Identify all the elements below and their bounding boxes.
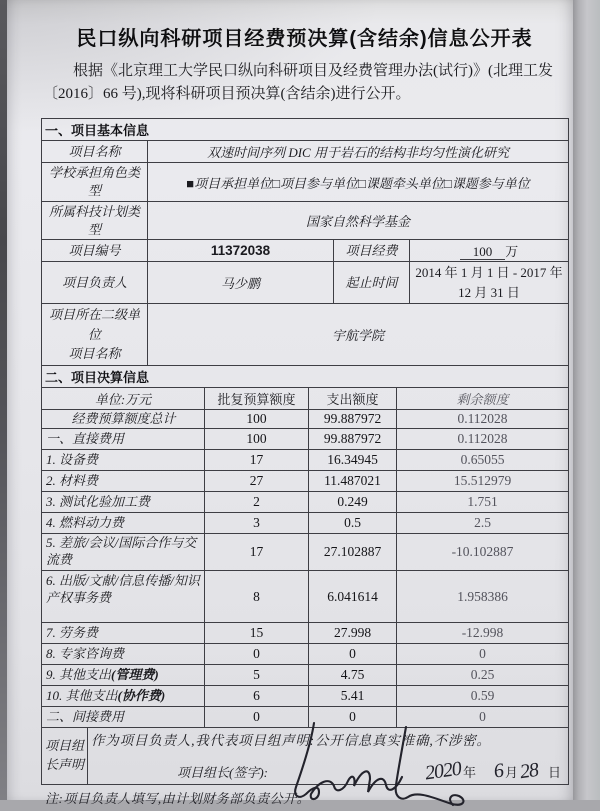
row-spent: 0 bbox=[309, 707, 397, 728]
row-remaining: 1.958386 bbox=[397, 571, 569, 623]
budget-row-publication bbox=[42, 571, 569, 623]
unit-label-line1: 项目所在二级单位 bbox=[48, 307, 140, 342]
budget-row-fuel bbox=[42, 513, 569, 534]
declaration-table bbox=[41, 727, 569, 785]
declaration-statement: 作为项目负责人,我代表项目组声明:公开信息真实准确,不涉密。 bbox=[91, 733, 491, 749]
project-number-text: 11372038 bbox=[210, 242, 271, 258]
photo-right-edge bbox=[573, 0, 600, 800]
project-name-row bbox=[42, 141, 569, 163]
row-remaining: 0 bbox=[397, 707, 569, 728]
period-line1: 2014 年 1 月 1 日 - 2017 年 bbox=[415, 265, 563, 281]
page-title: 民口纵向科研项目经费预决算(含结余)信息公开表 bbox=[76, 28, 533, 50]
row-budget: 8 bbox=[205, 571, 309, 623]
budget-row-expert bbox=[42, 644, 569, 665]
row-label: 3. 测试化验加工费 bbox=[42, 492, 205, 513]
row-label: 4. 燃料动力费 bbox=[42, 513, 205, 534]
budget-row-total bbox=[42, 409, 569, 429]
row-label: 二、间接费用 bbox=[42, 707, 205, 728]
row-spent: 27.998 bbox=[309, 623, 397, 644]
budget-row-equipment bbox=[42, 450, 569, 471]
day-unit: 日 bbox=[547, 765, 561, 781]
handwritten-year: 2020 bbox=[423, 757, 463, 785]
plan-type-label: 所属科技计划类型 bbox=[42, 202, 148, 240]
column-header-unit: 单位:万元 bbox=[42, 387, 205, 409]
unit-label-line2: 项目名称 bbox=[68, 346, 121, 362]
unit-label bbox=[42, 304, 148, 366]
row-remaining: 0.25 bbox=[397, 665, 569, 686]
row-label: 9. 其他支出(管理费) bbox=[42, 665, 205, 686]
row-budget: 2 bbox=[205, 492, 309, 513]
project-funds-value bbox=[410, 240, 569, 262]
sign-label: 项目组长(签字): bbox=[177, 765, 268, 781]
row-label: 6. 出版/文献/信息传播/知识产权事务费 bbox=[42, 571, 205, 623]
row-remaining: -12.998 bbox=[397, 623, 569, 644]
basic-info-table bbox=[41, 118, 569, 366]
row-label: 7. 劳务费 bbox=[42, 623, 205, 644]
handwritten-date bbox=[423, 757, 565, 785]
row-remaining: -10.102887 bbox=[397, 534, 569, 571]
period-label: 起止时间 bbox=[334, 262, 410, 304]
row-spent: 11.487021 bbox=[309, 471, 397, 492]
period-value bbox=[410, 262, 569, 304]
form-content bbox=[7, 0, 573, 807]
row-spent: 4.75 bbox=[309, 665, 397, 686]
row-spent: 0.5 bbox=[309, 513, 397, 534]
footnote: 注:项目负责人填写,由计划财务部负责公开。 bbox=[45, 791, 311, 807]
unit-row bbox=[42, 304, 569, 366]
row-budget: 100 bbox=[205, 409, 309, 429]
role-type-row bbox=[42, 163, 569, 202]
budget-row-travel bbox=[42, 534, 569, 571]
row-label: 8. 专家咨询费 bbox=[42, 644, 205, 665]
row-spent: 99.887972 bbox=[309, 429, 397, 450]
row-remaining: 15.512979 bbox=[397, 471, 569, 492]
handwritten-month: 6 bbox=[492, 759, 505, 783]
year-unit: 年 bbox=[462, 765, 476, 781]
row-budget: 17 bbox=[205, 450, 309, 471]
row-budget: 15 bbox=[205, 623, 309, 644]
plan-type-value: 国家自然科学基金 bbox=[148, 202, 569, 240]
row-remaining: 0 bbox=[397, 644, 569, 665]
budget-row-materials bbox=[42, 471, 569, 492]
paper-sheet bbox=[7, 0, 573, 807]
row-budget: 3 bbox=[205, 513, 309, 534]
budget-row-labor bbox=[42, 623, 569, 644]
project-name-label: 项目名称 bbox=[42, 141, 148, 163]
period-line2: 12 月 31 日 bbox=[458, 284, 520, 300]
section-1-header-row bbox=[42, 119, 569, 141]
column-header-remaining: 剩余额度 bbox=[397, 387, 569, 409]
row-budget: 0 bbox=[205, 707, 309, 728]
role-type-checkboxes: ■项目承担单位□项目参与单位□课题牵头单位□课题参与单位 bbox=[148, 163, 569, 202]
row-label: 一、直接费用 bbox=[42, 429, 205, 450]
budget-row-direct bbox=[42, 429, 569, 450]
signature-area bbox=[268, 763, 425, 781]
section-2-heading: 二、项目决算信息 bbox=[42, 365, 569, 387]
row-budget: 17 bbox=[205, 534, 309, 571]
row-spent: 0 bbox=[309, 644, 397, 665]
handwritten-day: 28 bbox=[518, 759, 540, 784]
budget-row-testing bbox=[42, 492, 569, 513]
row-budget: 27 bbox=[205, 471, 309, 492]
row-remaining: 0.59 bbox=[397, 686, 569, 707]
row-budget: 6 bbox=[205, 686, 309, 707]
final-account-table bbox=[41, 365, 569, 729]
project-number-row bbox=[42, 240, 569, 262]
project-number-value bbox=[148, 240, 334, 262]
row-budget: 100 bbox=[205, 429, 309, 450]
budget-row-management bbox=[42, 665, 569, 686]
leader-value: 马少鹏 bbox=[148, 262, 334, 304]
row-label: 1. 设备费 bbox=[42, 450, 205, 471]
declaration-label: 项目组长声明 bbox=[42, 728, 88, 785]
section-2-header-row bbox=[42, 365, 569, 387]
row-budget: 0 bbox=[205, 644, 309, 665]
declaration-body bbox=[88, 728, 569, 785]
row-spent: 5.41 bbox=[309, 686, 397, 707]
leader-label: 项目负责人 bbox=[42, 262, 148, 304]
role-type-label: 学校承担角色类型 bbox=[42, 163, 148, 202]
column-header-budget: 批复预算额度 bbox=[205, 387, 309, 409]
column-header-spent: 支出额度 bbox=[309, 387, 397, 409]
month-unit: 月 bbox=[504, 765, 518, 781]
section-1-heading: 一、项目基本信息 bbox=[42, 119, 569, 141]
row-label: 10. 其他支出(协作费) bbox=[42, 686, 205, 707]
budget-row-cooperation bbox=[42, 686, 569, 707]
row-budget: 5 bbox=[205, 665, 309, 686]
row-label: 2. 材料费 bbox=[42, 471, 205, 492]
row-label: 经费预算额度总计 bbox=[42, 409, 205, 429]
row-remaining: 0.65055 bbox=[397, 450, 569, 471]
funds-unit: 万 bbox=[505, 244, 519, 260]
signature-line bbox=[91, 757, 565, 785]
intro-paragraph: 根据《北京理工大学民口纵向科研项目及经费管理办法(试行)》(北理工发〔2016〕66 号),现将科研项目预决算(含结余)进行公开。 bbox=[43, 63, 553, 102]
row-remaining: 2.5 bbox=[397, 513, 569, 534]
project-name-value: 双速时间序列 DIC 用于岩石的结构非均匀性演化研究 bbox=[148, 141, 569, 163]
row-remaining: 0.112028 bbox=[397, 429, 569, 450]
plan-type-row bbox=[42, 202, 569, 240]
row-remaining: 1.751 bbox=[397, 492, 569, 513]
row-spent: 99.887972 bbox=[309, 409, 397, 429]
photo-left-edge bbox=[0, 0, 7, 800]
unit-value: 宇航学院 bbox=[148, 304, 569, 366]
row-remaining: 0.112028 bbox=[397, 409, 569, 429]
row-spent: 0.249 bbox=[309, 492, 397, 513]
row-label: 5. 差旅/会议/国际合作与交流费 bbox=[42, 534, 205, 571]
leader-row bbox=[42, 262, 569, 304]
row-spent: 6.041614 bbox=[309, 571, 397, 623]
declaration-row bbox=[42, 728, 569, 785]
project-number-label: 项目编号 bbox=[42, 240, 148, 262]
project-funds-label: 项目经费 bbox=[334, 240, 410, 262]
row-spent: 27.102887 bbox=[309, 534, 397, 571]
column-header-row bbox=[42, 387, 569, 409]
funds-amount: 100 bbox=[460, 244, 506, 260]
row-spent: 16.34945 bbox=[309, 450, 397, 471]
